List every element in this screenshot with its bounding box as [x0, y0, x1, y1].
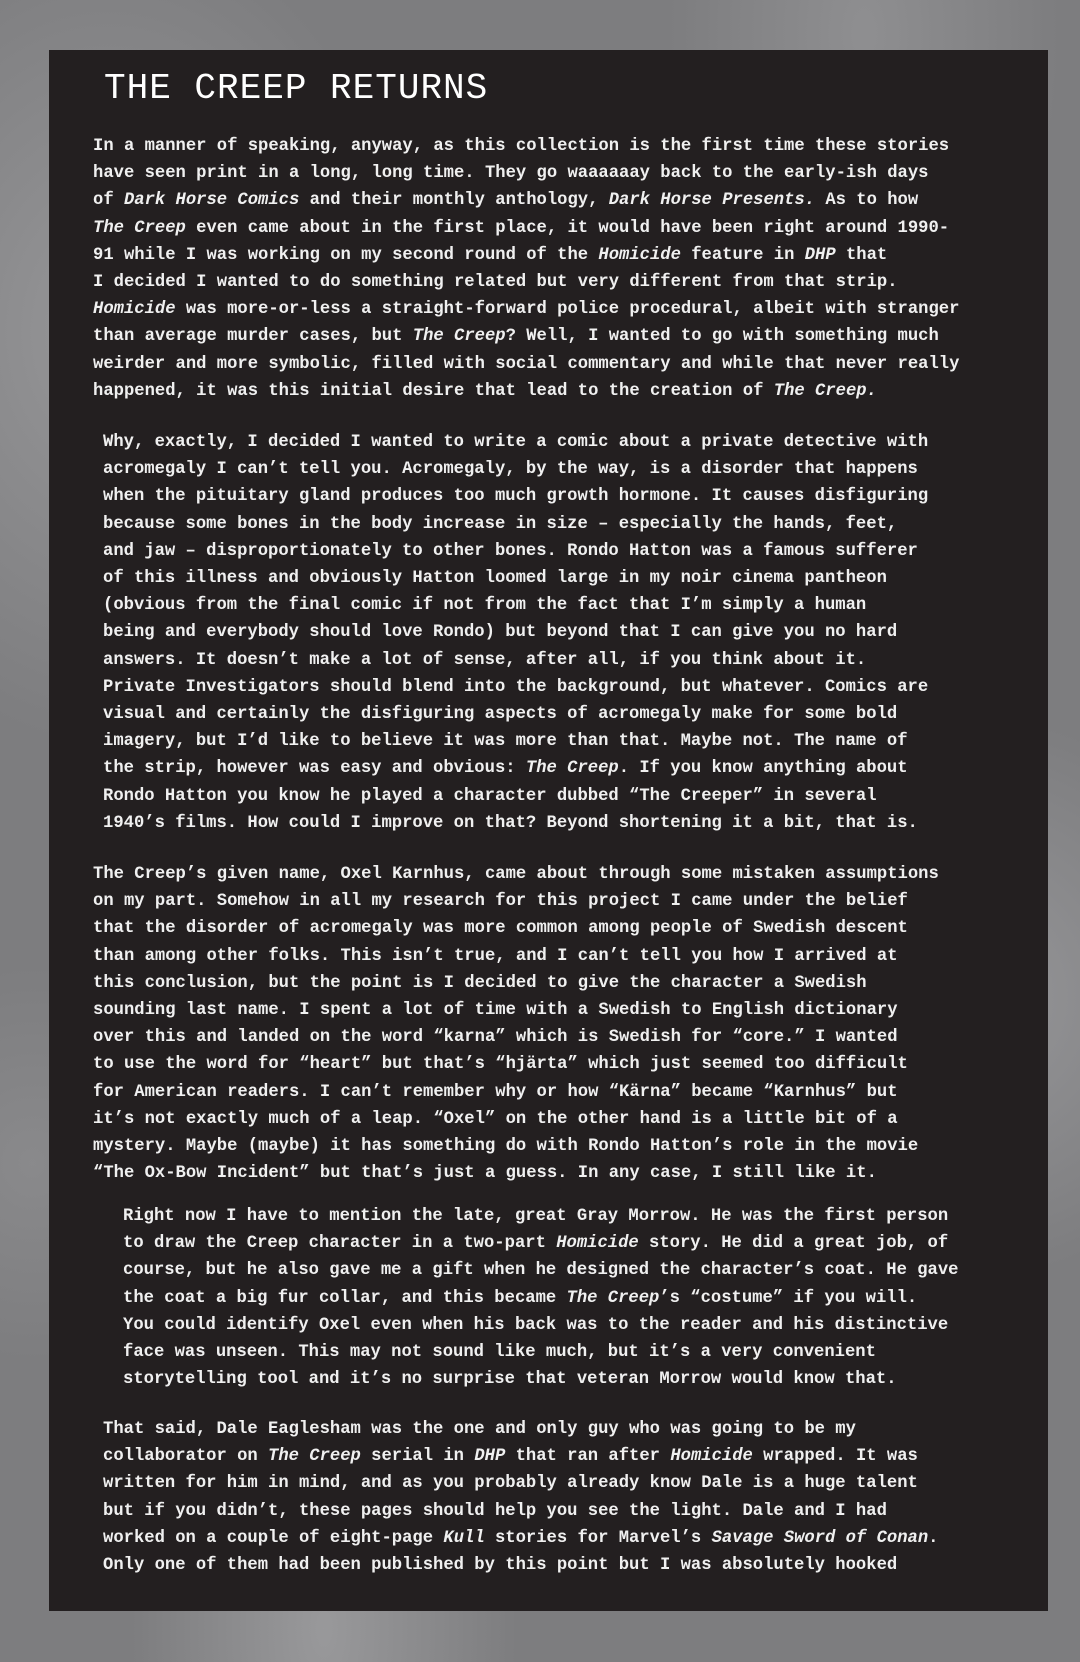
- paragraph-3: [93, 861, 939, 1187]
- italic-title: Dark Horse Presents.: [608, 191, 816, 211]
- italic-title: Dark Horse Comics: [123, 191, 300, 211]
- italic-title: The Creep.: [773, 381, 877, 401]
- text-run: worked on a couple of eight-page: [103, 1528, 444, 1548]
- text-run: for American readers. I can’t remember why or how “Kärna” became “Karnhus” but: [93, 1082, 898, 1102]
- text-line: [103, 1443, 939, 1470]
- text-run: imagery, but I’d like to believe it was more than that. Maybe not. The name of: [103, 732, 908, 752]
- text-run: that the disorder of acromegaly was more common among people of Swedish descent: [93, 919, 908, 939]
- text-run: over this and landed on the word “karna” which is Swedish for “core.” I wanted: [93, 1028, 898, 1048]
- text-run: “The Ox-Bow Incident” but that’s just a guess. In any case, I still like it.: [93, 1164, 877, 1184]
- italic-title: Homicide: [670, 1447, 753, 1467]
- text-line: [93, 1024, 939, 1051]
- text-line: [93, 296, 959, 323]
- text-line: [93, 160, 959, 187]
- text-line: [103, 647, 928, 674]
- text-line: [93, 861, 939, 888]
- italic-title: Homicide: [556, 1234, 639, 1254]
- text-line: [93, 1079, 939, 1106]
- text-line: [93, 970, 939, 997]
- article-title: THE CREEP RETURNS: [104, 68, 489, 109]
- text-run: the strip, however was easy and obvious:: [103, 759, 526, 779]
- text-line: [93, 378, 959, 405]
- text-run: the coat a big fur collar, and this became: [123, 1288, 567, 1308]
- text-line: [103, 538, 928, 565]
- text-run: feature in: [680, 245, 805, 265]
- text-line: [103, 1470, 939, 1497]
- text-run: mystery. Maybe (maybe) it has something do with Rondo Hatton’s role in the movie: [93, 1137, 919, 1157]
- text-run: 91 while I was working on my second round of the: [93, 245, 599, 265]
- text-line: [123, 1285, 958, 1312]
- text-line: [103, 565, 928, 592]
- text-run: and jaw – disproportionately to other bones. Rondo Hatton was a famous sufferer: [103, 541, 918, 561]
- text-line: [123, 1366, 958, 1393]
- text-line: [123, 1339, 958, 1366]
- text-line: [123, 1312, 958, 1339]
- text-run: In a manner of speaking, anyway, as this collection is the first time these stories: [93, 137, 950, 156]
- text-run: but if you didn’t, these pages should help you see the light. Dale and I had: [103, 1501, 887, 1521]
- article-panel: [49, 50, 1048, 1611]
- text-line: [103, 1498, 939, 1525]
- text-run: Rondo Hatton you know he played a character dubbed “The Creeper” in several: [103, 786, 877, 806]
- text-line: [103, 456, 928, 483]
- text-run: of this illness and obviously Hatton loomed large in my noir cinema pantheon: [103, 569, 887, 589]
- text-line: [103, 728, 928, 755]
- text-line: [93, 943, 939, 970]
- text-run: have seen print in a long, long time. They go waaaaaay back to the early-ish days: [93, 164, 929, 184]
- text-run: Only one of them had been published by this point but I was absolutely hooked: [103, 1556, 898, 1576]
- text-line: [93, 187, 959, 214]
- text-run: of: [93, 191, 124, 211]
- text-run: happened, it was this initial desire that lead to the creation of: [93, 381, 774, 401]
- italic-title: The Creep: [412, 327, 506, 347]
- text-line: [93, 242, 959, 269]
- text-line: [93, 997, 939, 1024]
- text-run: and their monthly anthology,: [299, 191, 609, 211]
- text-line: [93, 323, 959, 350]
- text-run: stories for Marvel’s: [484, 1528, 712, 1548]
- text-line: [93, 1051, 939, 1078]
- text-run: being and everybody should love Rondo) but beyond that I can give you no hard: [103, 623, 898, 643]
- italic-title: Savage Sword of Conan: [711, 1528, 929, 1548]
- italic-title: Homicide: [93, 300, 176, 320]
- text-run: ? Well, I wanted to go with something much: [505, 327, 939, 347]
- text-line: [93, 915, 939, 942]
- italic-title: Homicide: [598, 245, 681, 265]
- text-run: collaborator on: [103, 1447, 269, 1467]
- text-line: [123, 1203, 958, 1230]
- italic-title: The Creep: [525, 759, 619, 779]
- text-run: . If you know anything about: [618, 759, 908, 779]
- text-run: never really: [825, 354, 960, 374]
- text-line: [103, 755, 928, 782]
- emphasis-text: that: [784, 354, 826, 374]
- text-line: [103, 810, 928, 837]
- text-run: storytelling tool and it’s no surprise that veteran Morrow would know that.: [123, 1370, 897, 1390]
- text-run: written for him in mind, and as you probably already know Dale is a huge talent: [103, 1474, 918, 1494]
- text-run: I decided I wanted to do something related but very different from that strip.: [93, 273, 898, 293]
- text-run: because some bones in the body increase in size – especially the hands, feet,: [103, 514, 898, 534]
- text-line: [93, 1106, 939, 1133]
- paragraph-1: [93, 133, 959, 405]
- text-line: [103, 783, 928, 810]
- text-line: [93, 351, 959, 378]
- text-run: on my part. Somehow in all my research for this project I came under the belief: [93, 892, 908, 912]
- text-line: [103, 592, 928, 619]
- text-run: The Creep’s given name, Oxel Karnhus, came about through some mistaken assumptions: [93, 865, 939, 884]
- text-run: 1940’s films. How could I improve on that? Beyond shortening it a bit, that is.: [103, 813, 918, 833]
- italic-title: The Creep: [566, 1288, 660, 1308]
- text-run: than average murder cases, but: [93, 327, 413, 347]
- text-run: course, but he also gave me a gift when he designed the character’s coat. He gave: [123, 1261, 959, 1281]
- italic-title: DHP: [474, 1447, 506, 1467]
- text-run: than among other folks. This isn’t true, and I can’t tell you how I arrived at: [93, 946, 898, 966]
- text-run: was more-or-less a straight-forward police procedural, albeit with stranger: [175, 300, 960, 320]
- text-run: visual and certainly the disfiguring aspects of acromegaly make for some bold: [103, 705, 898, 725]
- text-line: [93, 888, 939, 915]
- text-run: story. He did a great job, of: [638, 1234, 949, 1254]
- text-line: [93, 1160, 939, 1187]
- text-run: ’s “costume” if you will.: [659, 1288, 918, 1308]
- text-run: weirder and more symbolic, filled with social commentary and while: [93, 354, 785, 374]
- text-run: this conclusion, but the point is I decided to give the character a Swedish: [93, 973, 867, 993]
- text-run: to draw the Creep character in a two-part: [123, 1234, 557, 1254]
- text-line: [93, 215, 959, 242]
- text-run: answers. It doesn’t make a lot of sense, after all, if you think about it.: [103, 650, 867, 670]
- text-run: .: [928, 1528, 939, 1548]
- text-line: [103, 511, 928, 538]
- text-run: face was unseen. This may not sound like much, but it’s a very convenient: [123, 1343, 876, 1363]
- text-line: [93, 133, 959, 160]
- text-line: [103, 1552, 939, 1579]
- text-run: Why, exactly, I decided I wanted to write a comic about a private detective with: [103, 433, 929, 452]
- text-run: to use the word for “heart” but that’s “hjärta” which just seemed too difficult: [93, 1055, 908, 1075]
- italic-title: DHP: [804, 245, 836, 265]
- text-run: Private Investigators should blend into the background, but whatever. Comics are: [103, 677, 929, 697]
- text-run: that ran after: [505, 1447, 671, 1467]
- paragraph-5: [103, 1416, 939, 1579]
- paragraph-2: [103, 429, 928, 837]
- text-run: You could identify Oxel even when his back was to the reader and his distinctive: [123, 1315, 949, 1335]
- text-line: [103, 1525, 939, 1552]
- italic-title: The Creep: [268, 1447, 361, 1467]
- text-line: [93, 269, 959, 296]
- text-run: when the pituitary gland produces too much growth hormone. It causes disfiguring: [103, 487, 929, 507]
- text-run: Right now I have to mention the late, great Gray Morrow. He was the first person: [123, 1207, 949, 1226]
- text-run: it’s not exactly much of a leap. “Oxel” on the other hand is a little bit of a: [93, 1109, 898, 1129]
- text-run: wrapped. It was: [752, 1447, 918, 1467]
- text-run: serial in: [360, 1447, 475, 1467]
- text-line: [103, 1416, 939, 1443]
- text-run: even came about in the first place, it would have been right around 1990-: [185, 218, 950, 238]
- text-run: That said, Dale Eaglesham was the one and only guy who was going to be my: [103, 1420, 856, 1439]
- text-run: that: [835, 245, 888, 265]
- text-line: [123, 1257, 958, 1284]
- text-run: acromegaly I can’t tell you. Acromegaly, by the way, is a disorder that happens: [103, 460, 918, 480]
- text-run: (obvious from the final comic if not from the fact that I’m simply a human: [103, 596, 867, 616]
- text-line: [103, 619, 928, 646]
- text-run: As to how: [815, 191, 919, 211]
- text-line: [103, 429, 928, 456]
- text-line: [103, 701, 928, 728]
- text-line: [123, 1230, 958, 1257]
- paragraph-4: [123, 1203, 958, 1393]
- text-line: [103, 674, 928, 701]
- italic-title: The Creep: [93, 218, 186, 238]
- text-line: [93, 1133, 939, 1160]
- text-line: [103, 483, 928, 510]
- text-run: sounding last name. I spent a lot of time with a Swedish to English dictionary: [93, 1001, 898, 1021]
- italic-title: Kull: [443, 1528, 485, 1548]
